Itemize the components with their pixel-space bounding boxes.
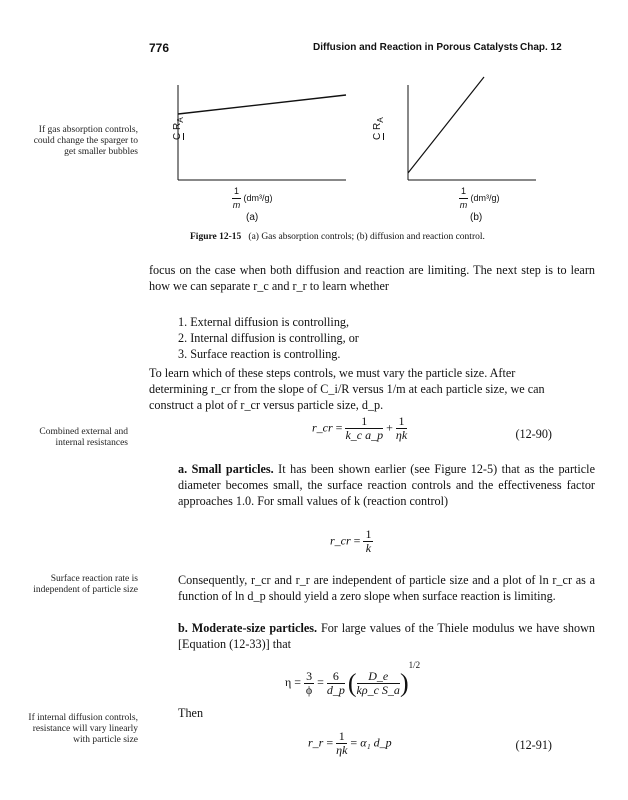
margin-note-internal-diffusion: If internal diffusion controls, resistance will vary linearly with particle size — [28, 713, 138, 745]
paragraph-1: focus on the case when both diffusion and reaction are limiting. The next step is to learn how we can separate r_c and r_r to learn whether — [149, 263, 595, 293]
panel-b-label: (b) — [470, 212, 483, 223]
paragraph-2-line-1: To learn which of these steps controls, we must vary the particle size. After — [149, 366, 516, 380]
equation-number-12-91: (12-91) — [515, 738, 552, 752]
margin-note-gas-absorption: If gas absorption controls, could change the sparger to get smaller bubbles — [33, 125, 138, 157]
item-a-title: a. Small particles. — [178, 462, 274, 476]
panel-b-y-label: C $R_A$ — [372, 117, 385, 140]
panel-b-x-label: $\frac{1}{m}$ (dm³/g) — [459, 186, 500, 210]
paragraph-2-line-2: determining r_cr from the slope of C_i/R versus 1/m at each particle size, we can — [149, 382, 545, 396]
equation-effectiveness-factor: η = $\frac{3}{\phi}$ = $\frac{6}{d\_p}$ ( $\frac{D\_e}{\text{kρ\_c S\_a}}$ )$^{1/2}$ — [285, 660, 421, 698]
figure-caption-label: Figure 12-15 — [190, 232, 242, 242]
item-b-text: For large values of the Thiele modulus we have shown [Equation (12-33)] that — [178, 621, 595, 651]
figure-plots — [150, 75, 550, 245]
panel-a-data-line — [178, 95, 346, 114]
figure-caption-text: (a) Gas absorption controls; (b) diffusion and reaction control. — [248, 232, 485, 242]
margin-note-combined-resistances: Combined external and internal resistances — [39, 427, 128, 448]
page-number: 776 — [149, 41, 170, 55]
chapter-label: Chap. 12 — [520, 42, 562, 53]
list-item: 1. External diffusion is controlling, — [178, 315, 350, 329]
then-label: Then — [178, 706, 204, 720]
item-b-moderate-particles — [178, 620, 595, 652]
panel-a-label: (a) — [246, 212, 259, 223]
equation-12-91: r_r = $\frac{1}{\eta k}$ = α₁ d_p — [308, 729, 392, 757]
item-b-title: b. Moderate-size particles. — [178, 621, 318, 635]
panel-a-x-label: $\frac{1}{m}$ (dm³/g) — [232, 186, 273, 210]
panel-b-data-line — [408, 77, 484, 173]
paragraph-3: Consequently, r_cr and r_r are independent of particle size and a plot of ln r_cr as a function of ln d_p should yield a zero slope when surface reaction is limiting. — [178, 573, 595, 603]
item-a-small-particles — [178, 461, 595, 509]
list-item: 3. Surface reaction is controlling. — [178, 347, 341, 361]
running-title: Diffusion and Reaction in Porous Catalysts — [313, 42, 519, 53]
controlling-steps-list — [178, 314, 359, 362]
figure-12-15 — [150, 75, 550, 245]
equation-12-90: r_cr = $\frac{1}{\text{k\_c a\_p}}$ + $\frac{1}{\eta k}$ — [312, 414, 408, 442]
equation-number-12-90: (12-90) — [515, 427, 552, 441]
figure-caption — [190, 232, 485, 242]
margin-note-surface-reaction: Surface reaction rate is independent of particle size — [33, 574, 138, 595]
paragraph-2-line-3: construct a plot of r_cr versus particle size, d_p. — [149, 398, 384, 412]
list-item: 2. Internal diffusion is controlling, or — [178, 331, 359, 345]
equation-small-particles: r_cr = $\frac{1}{k}$ — [330, 527, 372, 555]
panel-a-y-label: C $R_A$ — [172, 117, 185, 140]
item-a-text: It has been shown earlier (see Figure 12-5) that as the particle diameter becomes small, the surface reaction controls and the effectiveness factor approaches 1.0. For small values of k (reaction control) — [178, 462, 595, 508]
paragraph-2 — [149, 365, 595, 413]
